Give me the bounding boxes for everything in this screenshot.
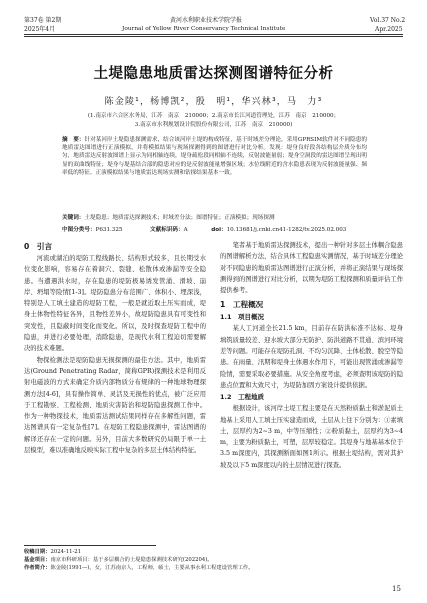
header-volume-en: Vol.37 No.2 [370, 17, 406, 24]
header-rule-bottom [24, 36, 403, 37]
header-date-en: Apr.2025 [375, 26, 403, 33]
author-list: 陈金陵¹，杨博凯²，殷 明¹，华兴林³，马 力³ [104, 97, 323, 107]
intro-heading: 0 引言 [24, 242, 53, 251]
fund-label: 基金项目： [24, 557, 51, 563]
header-rule-top [24, 34, 403, 35]
abstract [62, 136, 367, 177]
keywords-label: 关键词： [62, 215, 85, 221]
received-date: 2024-11-21 [50, 549, 82, 555]
clc-label: 中图分类号： [62, 227, 96, 233]
abstract-text: 针对某河岸土堤隐患探测需求，结合该河岸土堤的构成特征，基于时域差分理论，采用GPRSIM软件对不同隐患的地质雷达图谱进行正演模拟，并将模拟结果与现场探测得到的图谱进行对比分析。发现：堤身良好段各结构层介质分布均匀，地质雷达反射波图谱上显示为同相轴连续，堤身疏松段同相轴不连续，反射波能量弱；堤身空洞段的雷达图谱呈现出明显的双曲线特征；堤身与堤基结合部的隐患对应的是反射波能量增强区域；水位线附近的含水隐患表现为反射波能量强、频率低的特征。正演模拟结果与地质雷达现场实测和钻探结果基本一致。 [62, 137, 367, 176]
page-number: 15 [392, 585, 401, 593]
paper-title: 土堤隐患地质雷达探测图谱特征分析 [93, 66, 334, 82]
right-intro-paragraph: 笔者基于地质雷达探测技术，提出一种针对多层土体耦合隐患的图谱解析方法，结合具体工程隐患实测情况，基于时域差分理论对不同隐患的地质雷达图谱进行正演分析，并将正演结果与现场探测得到的图谱进行对比分析，以期为堤防工程探测和质量评估工作提供参考。 [220, 242, 403, 295]
author-bio: 陈金陵(1991—)，女，江苏南京人，工程师，硕士，主要从事水利工程建设管理工作。 [50, 565, 254, 571]
doc-code: A [183, 227, 188, 233]
header-volume-cn: 第37卷 第2期 [24, 17, 62, 24]
footnote-author [24, 565, 254, 573]
footnote-fund [24, 557, 213, 565]
received-label: 收稿日期： [24, 549, 51, 555]
intro-paragraph-2: 物探检测法是堤防隐患无损探测的最佳方法。其中，地质雷达(Ground Penetrating Radar，简称GPR)探测技术是利用反射电磁波的方式来确定介质内部物质分布规律的一种地球物理探测方法[4-6]，具有操作简单、灵活及无损性的优点，被广泛应用于工程勘察、工程检测、地质灾害防治和堤防隐患探测工作中。作为一种物探技术，地质雷达测试结果同样存在多解性问题，雷达图谱具有一定复杂性[7]。在堤防工程隐患探测中，雷达图谱的解译还存在一定的问题。另外，目前大多数研究仍局限于单一土层模型，难以准确地反映实际工程中复杂的多层土体结构特征。 [24, 356, 206, 455]
footnote-received [24, 549, 81, 557]
doi-label: doi： [211, 227, 227, 233]
doc-code-label: 文献标识码： [150, 227, 184, 233]
header-journal-cn: 黄河水利职业技术学院学报 [170, 17, 243, 24]
right-column [220, 240, 403, 585]
section-1-heading: 1 工程概况 [220, 300, 264, 310]
classification-line [62, 225, 372, 233]
keywords-text: 土堤隐患；地质雷达探测技术；时域差分法；图谱特征；正演模拟；现场探测 [84, 215, 275, 221]
doi: 10.13681/j.cnki.cn41-1282/tv.2025.02.003 [226, 227, 347, 233]
section-1-1-heading: 1.1 项目概况 [220, 313, 265, 322]
left-column [24, 238, 206, 538]
abstract-label: 摘 要： [62, 137, 85, 143]
affiliation-line-2: 3.南京市水利规划设计院股份有限公司，江苏 南京 210000) [134, 122, 293, 128]
header-date-cn: 2025年4月 [24, 26, 56, 33]
clc-code: P631.325 [95, 227, 123, 233]
author-bio-label: 作者简介： [24, 565, 51, 571]
footnote-rule [24, 545, 156, 546]
section-1-2-heading: 1.2 工程地质 [220, 393, 265, 402]
header-journal-en: Journal of Yellow River Conservancy Technical Institute [122, 26, 286, 32]
intro-paragraph-1: 河流或湖泊的堤防工程线路长、结构形式较多，且长期受水位变化影响，容易存在着洞穴、裂缝、松散体或渗漏等安全隐患。当遭遇洪水时，存在隐患的堤防极易诱发管涌、滑坡、崩岸、坍塌等险情[1-3]。堤防隐患分布范围广、体积小、埋深浅，特别是人工填土建造的堤防工程，一般是就近取土压实而成，堤身土体物性特征各异，且物性差异小，故堤防隐患具有可变性和突发性，且隐蔽时间变化而变化。所以，及时探查堤防工程中的隐患，并进行必要处理，消除隐患，是现代水利工程迫切需要解决的技术难题。 [24, 255, 206, 353]
section-1-1-paragraph: 某人工河道全长21.5 km，目前存在防洪标准不达标、堤身填筑质量较差、迎水坡大部分无防护、防洪道路不贯通、滨河环境差等问题。可能存在堤防孔洞、不均匀沉降、土体松散、脱空等隐患。在雨量、汛期和堤身土体遇水作用下，可能出现管涌或渗漏等险情，需要采取必要措施。从安全角度考虑，必须查明该堤防的隐患点位置和大致尺寸，为堤防加固方案设计提供依据。 [220, 325, 403, 389]
keywords [62, 214, 382, 222]
fund-text: 南京市科研项目：基于多层耦合的土堤隐患探测技术研究(202204)。 [50, 557, 213, 563]
section-1-2-paragraph: 根据设计，该河岸土堤工程主要是在天然粉质黏土和淤泥质土地基上采用人工填土压实建造而成，土层从上往下分别为：①素填土，层厚约为2~3 m，中等压缩性；②粉质黏土，层厚约为3~4 m，主要为粉质黏土，可塑，层厚较稳定。其堤身与地基基本位于3.5 m深度内，其探测断面如图1所示。根据土堤结构，需对其护坡及以下5 m深度以内的土层情况进行探查。 [220, 405, 403, 469]
affiliation-line-1: (1.南京市六合区水务局，江苏 南京 210000；2.南京市长江河道管理处，江苏 南京 210000； [87, 113, 340, 119]
